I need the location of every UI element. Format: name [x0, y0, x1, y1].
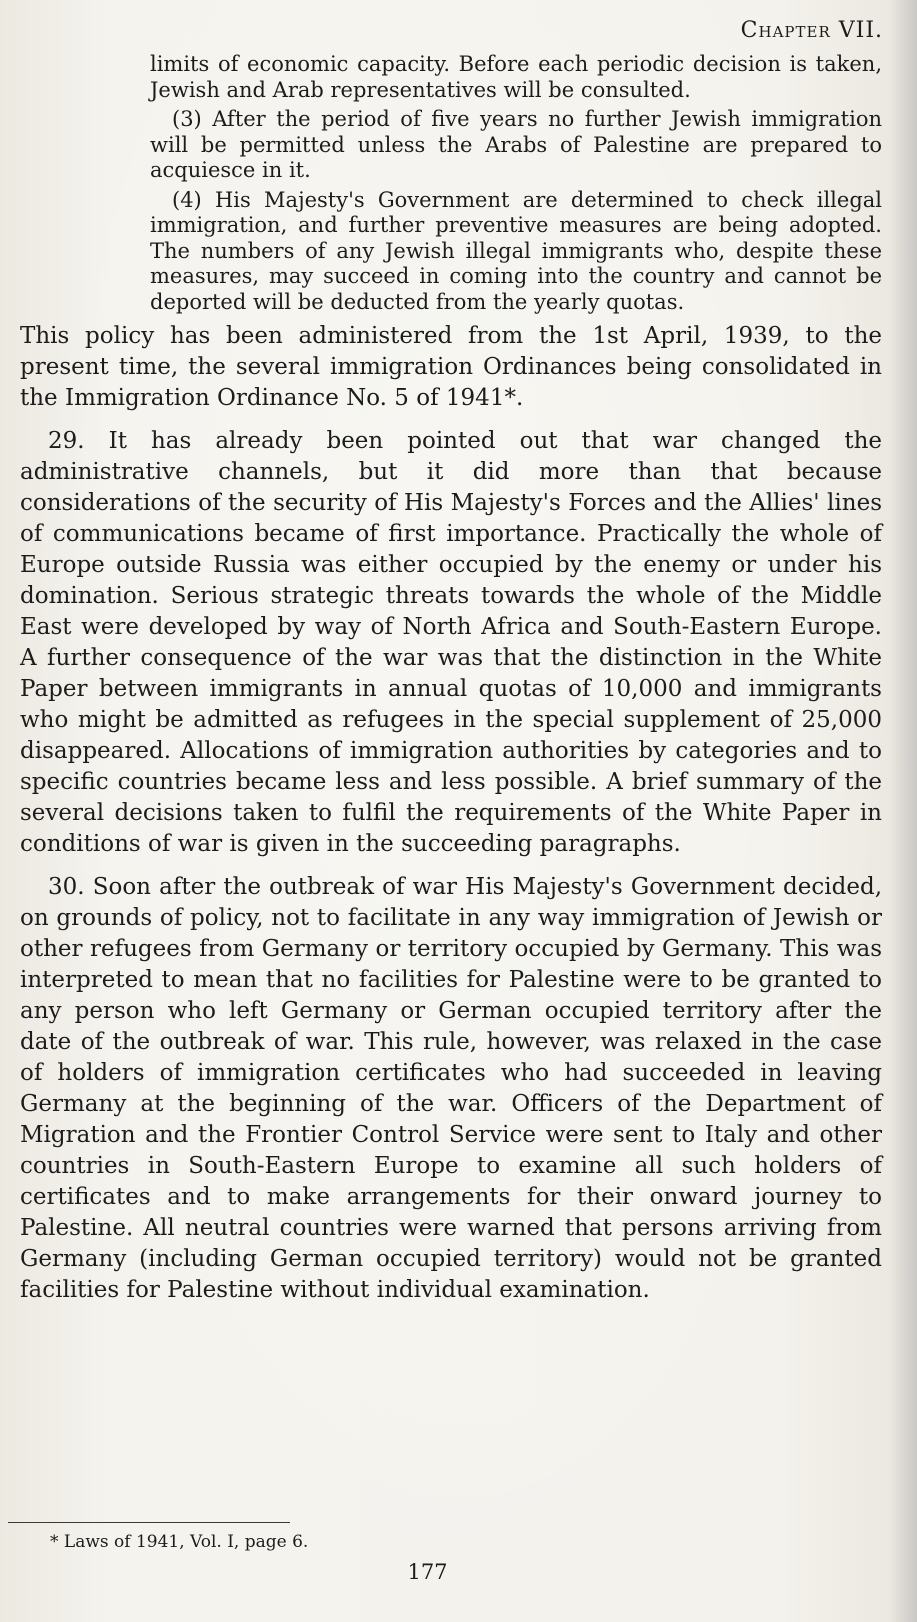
quoted-policy-block: [150, 52, 882, 315]
quoted-item: (4) His Majesty's Government are determined to check illegal immigration, and further preventive measures are being adopted. The numbers of any Jewish illegal immigrants who, despite these measures, may succeed in coming into the country and cannot be deported will be deducted from the yearly quotas.: [150, 187, 882, 314]
page-edge-shadow: [889, 0, 917, 1622]
paragraph: This policy has been administered from the 1st April, 1939, to the present time, the several immigration Ordinances being consolidated in the Immigration Ordinance No. 5 of 1941*.: [20, 323, 882, 411]
page-number: 177: [407, 1560, 448, 1584]
footnote: * Laws of 1941, Vol. I, page 6.: [50, 1532, 309, 1552]
running-head: Chapter VII.: [740, 18, 883, 43]
footnote-rule: [8, 1522, 290, 1523]
paragraph-30: 30. Soon after the outbreak of war His Majesty's Government decided, on grounds of policy, not to facilitate in any way immigration of Jewish or other refugees from Germany or territory occupied by Germany. This was interpreted to mean that no facilities for Palestine were to be granted to any person who left Germany or German occupied territory after the date of the outbreak of war. This rule, however, was relaxed in the case of holders of immigration certificates who had succeeded in leaving Germany at the beginning of the war. Officers of the Department of Migration and the Frontier Control Service were sent to Italy and other countries in South-Eastern Europe to examine all such holders of certificates and to make arrangements for their onward journey to Palestine. All neutral countries were warned that persons arriving from Germany (including German occupied territory) would not be granted facilities for Palestine without individual examination.: [20, 874, 882, 1303]
quoted-item: limits of economic capacity. Before each periodic decision is taken, Jewish and Arab representatives will be consulted.: [150, 52, 882, 102]
quoted-item: (3) After the period of five years no further Jewish immigration will be permitted unless the Arabs of Palestine are prepared to acquiesce in it.: [150, 107, 882, 182]
paragraph-29: 29. It has already been pointed out that war changed the administrative channels, but it did more than that because considerations of the security of His Majesty's Forces and the Allies' lines of communications became of first importance. Practically the whole of Europe outside Russia was either occupied by the enemy or under his domination. Serious strategic threats towards the whole of the Middle East were developed by way of North Africa and South-Eastern Europe. A further consequence of the war was that the distinction in the White Paper between immigrants in annual quotas of 10,000 and immigrants who might be admitted as refugees in the special supplement of 25,000 disappeared. Allocations of immigration authorities by categories and to specific countries became less and less possible. A brief summary of the several decisions taken to fulfil the requirements of the White Paper in conditions of war is given in the succeeding paragraphs.: [20, 428, 882, 857]
body-text: [20, 52, 882, 1318]
main-paragraphs: [20, 321, 882, 1306]
